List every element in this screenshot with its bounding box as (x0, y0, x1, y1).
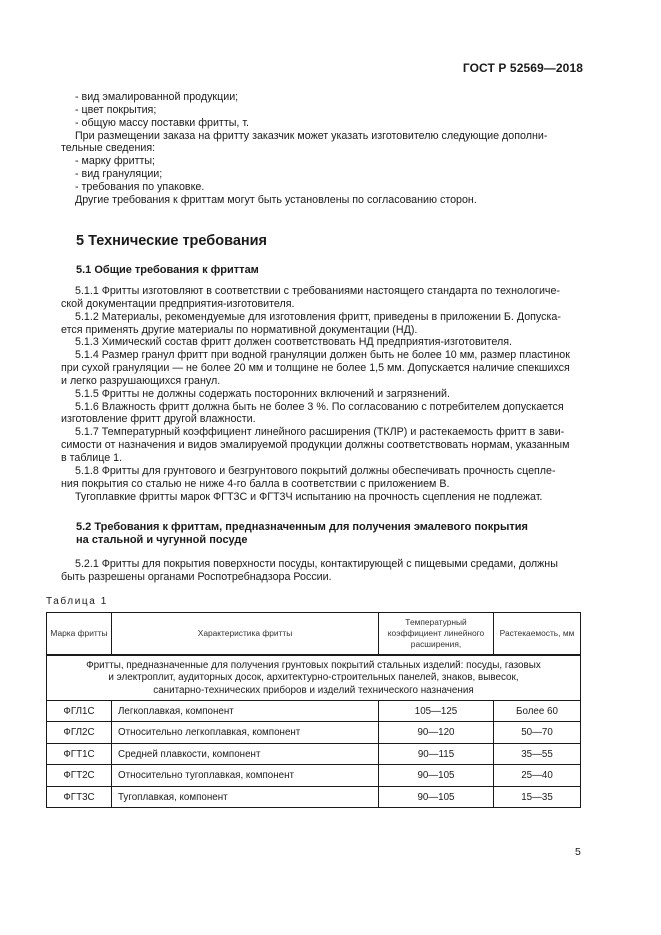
section-heading: 5 Технические требования (76, 233, 268, 249)
cell-mark: ФГТ2С (47, 765, 112, 787)
cell-tklr: 90—105 (379, 786, 494, 808)
cell-tklr: 90—105 (379, 765, 494, 787)
list-item: - требования по упаковке. (75, 180, 205, 193)
table-row (47, 786, 581, 808)
paragraph-line: 5.1.2 Материалы, рекомендуемые для изготовления фритт, приведены в приложении Б. Допуска- (75, 310, 561, 323)
subsection-5-2-body (61, 558, 583, 584)
paragraph-line: в таблице 1. (61, 451, 123, 464)
group-title (47, 655, 581, 700)
table-row (47, 700, 581, 722)
cell-characteristic: Относительно тугоплавкая, компонент (112, 765, 379, 787)
paragraph-line: 5.1.5 Фритты не должны содержать посторонних включений и загрязнений. (75, 387, 450, 400)
subsection-heading-line: на стальной и чугунной посуде (76, 534, 248, 546)
paragraph-line: ния покрытия со сталью не ниже 4-го балла в соответствии с приложением В. (61, 477, 450, 490)
table-caption: Таблица 1 (46, 596, 108, 607)
cell-mark: ФГТ3С (47, 786, 112, 808)
list-item: - цвет покрытия; (75, 103, 157, 116)
paragraph-line: быть разрешены органами Роспотребнадзора России. (61, 570, 332, 583)
paragraph-line: 5.2.1 Фритты для покрытия поверхности посуды, контактирующей с пищевыми средами, должны (75, 558, 558, 570)
header-characteristic: Характеристика фритты (112, 613, 379, 656)
paragraph-line: Тугоплавкие фритты марок ФГТ3С и ФГТ3Ч испытанию на прочность сцепления не подлежат. (75, 490, 543, 503)
group-title-line: Фритты, предназначенные для получения грунтовых покрытий стальных изделий: посуды, газовых (86, 660, 541, 671)
subsection-5-1-body (61, 285, 583, 503)
header-tklr: Температурный коэффициент линейного расширения, (379, 613, 494, 656)
table-1 (46, 612, 581, 808)
list-item: - общую массу поставки фритты, т. (75, 116, 250, 129)
group-title-line: санитарно-технических приборов и изделий технического назначения (153, 684, 474, 696)
cell-mark: ФГЛ1С (47, 700, 112, 722)
cell-flow: 35—55 (494, 743, 581, 765)
cell-flow: 25—40 (494, 765, 581, 787)
cell-mark: ФГЛ2С (47, 722, 112, 744)
paragraph-line: ской документации предприятия-изготовителя. (61, 297, 295, 310)
standard-code: ГОСТ Р 52569—2018 (462, 61, 583, 75)
list-item: - марку фритты; (75, 155, 156, 168)
cell-characteristic: Относительно легкоплавкая, компонент (112, 722, 379, 744)
cell-tklr: 90—120 (379, 722, 494, 744)
paragraph-line: при сухой грануляции — не более 20 мм и толщине не более 1,5 мм. Допускается наличие спекшихся (61, 362, 570, 375)
cell-characteristic: Легкоплавкая, компонент (112, 700, 379, 722)
paragraph-line: 5.1.8 Фритты для грунтового и безгрунтового покрытий должны обеспечивать прочность сцепле- (75, 464, 556, 477)
page-number: 5 (575, 846, 581, 858)
paragraph-line: 5.1.3 Химический состав фритт должен соответствовать НД предприятия-изготовителя. (75, 336, 512, 349)
cell-characteristic: Тугоплавкая, компонент (112, 786, 379, 808)
cell-tklr: 105—125 (379, 700, 494, 722)
list-item: - вид эмалированной продукции; (75, 91, 239, 103)
cell-flow: Более 60 (494, 700, 581, 722)
subsection-heading-line: 5.2 Требования к фриттам, предназначенным для получения эмалевого покрытия (76, 521, 528, 533)
header-mark: Марка фритты (47, 613, 112, 656)
table-row (47, 722, 581, 744)
intro-block (61, 91, 583, 207)
table-header-row (47, 613, 581, 656)
paragraph-line: 5.1.4 Размер гранул фритт при водной грануляции должен быть не более 10 мм, размер пластинок (75, 349, 570, 362)
table-row (47, 765, 581, 787)
paragraph-line: При размещении заказа на фритту заказчик может указать изготовителю следующие дополни- (75, 129, 548, 142)
cell-mark: ФГТ1С (47, 743, 112, 765)
paragraph-line: тельные сведения: (61, 142, 156, 155)
group-title-line: и электроплит, аудиторных досок, архитектурно-строительных панелей, знаков, вывесок, (108, 672, 519, 684)
paragraph-line: изготовление фритт другой влажности. (61, 413, 256, 426)
cell-tklr: 90—115 (379, 743, 494, 765)
subsection-heading (76, 521, 528, 547)
paragraph-line: 5.1.6 Влажность фритт должна быть не более 3 %. По согласованию с потребителем допускается (75, 400, 564, 413)
paragraph-line: Другие требования к фриттам могут быть установлены по согласованию сторон. (75, 193, 477, 206)
paragraph-line: 5.1.7 Температурный коэффициент линейного расширения (ТКЛР) и растекаемость фритт в зави- (75, 426, 565, 439)
cell-flow: 50—70 (494, 722, 581, 744)
paragraph-line: симости от назначения и видов эмалируемой продукции должны соответствовать нормам, указанным (61, 439, 570, 452)
cell-characteristic: Средней плавкости, компонент (112, 743, 379, 765)
list-item: - вид грануляции; (75, 168, 163, 181)
table-row (47, 743, 581, 765)
paragraph-line: ется применять другие материалы по нормативной документации (НД). (61, 323, 418, 336)
cell-flow: 15—35 (494, 786, 581, 808)
subsection-heading: 5.1 Общие требования к фриттам (76, 264, 259, 276)
paragraph-line: и легко разрушающихся гранул. (61, 374, 221, 387)
paragraph-line: 5.1.1 Фритты изготовляют в соответствии с требованиями настоящего стандарта по технологиче- (75, 285, 560, 297)
table-group-row (47, 655, 581, 700)
header-flow: Растекаемость, мм (494, 613, 581, 656)
